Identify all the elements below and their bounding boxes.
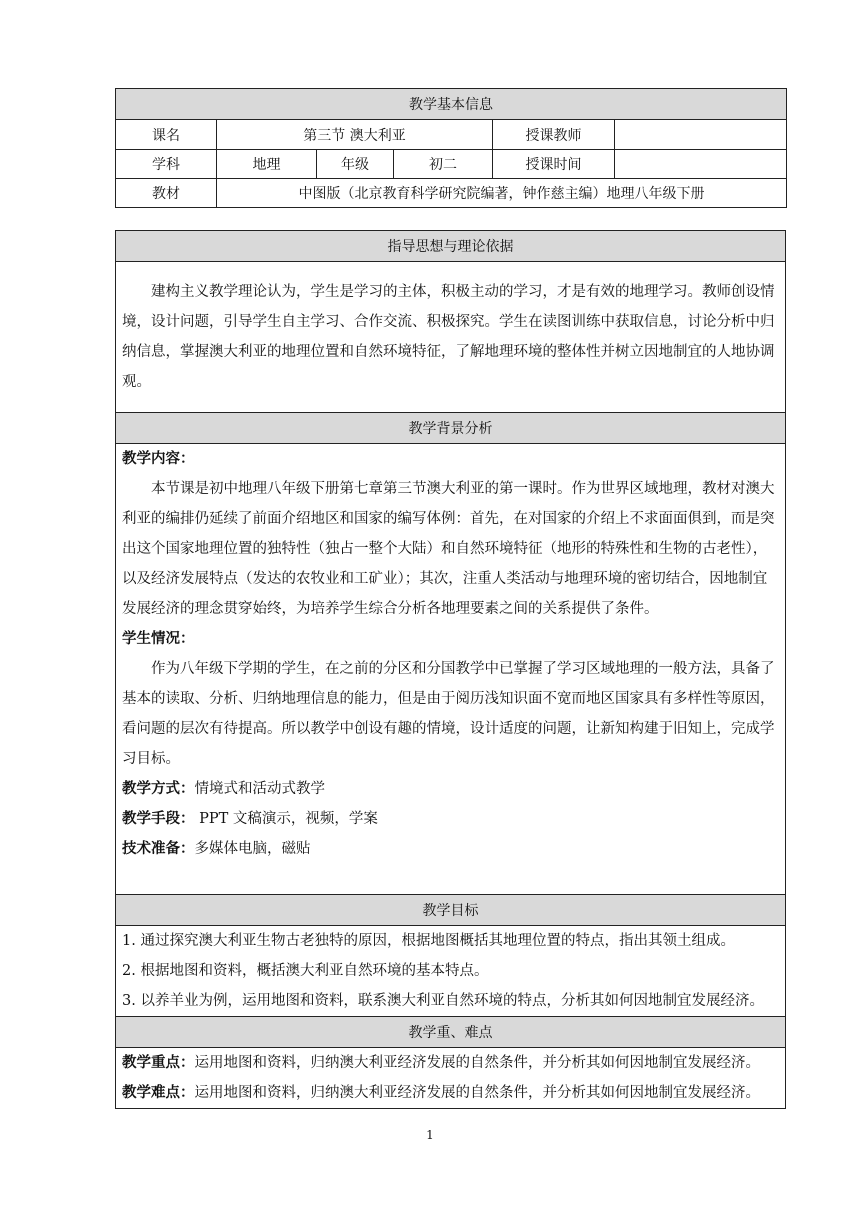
focus-label: 教学重点： xyxy=(122,1054,195,1071)
focus-row xyxy=(122,1048,779,1078)
basic-info-title: 教学基本信息 xyxy=(116,89,787,120)
objectives-title: 教学目标 xyxy=(116,895,786,926)
method-label: 教学方式： xyxy=(122,780,195,797)
difficulty-row xyxy=(122,1078,779,1108)
textbook-value: 中图版（北京教育科学研究院编著，钟作慈主编）地理八年级下册 xyxy=(217,179,787,208)
key-points-body xyxy=(116,1048,786,1109)
objectives-body xyxy=(116,926,786,1017)
guiding-text: 建构主义教学理论认为，学生是学习的主体，积极主动的学习，才是有效的地理学习。教师创设情境，设计问题，引导学生自主学习、合作交流、积极探究。学生在读图训练中获取信息，讨论分析中归纳信息，掌握澳大利亚的地理位置和自然环境特征，了解地理环境的整体性并树立因地制宜的人地协调观。 xyxy=(116,262,786,413)
student-label: 学生情况： xyxy=(122,630,195,647)
content-label: 教学内容： xyxy=(122,450,195,467)
grade-label: 年级 xyxy=(317,150,394,179)
subject-label: 学科 xyxy=(116,150,217,179)
grade-value: 初二 xyxy=(394,150,493,179)
objectives-table xyxy=(115,894,786,1109)
course-value: 第三节 澳大利亚 xyxy=(217,120,493,150)
course-label: 课名 xyxy=(116,120,217,150)
means-text: PPT 文稿演示，视频，学案 xyxy=(194,811,378,827)
time-value xyxy=(615,150,787,179)
tech-label: 技术准备： xyxy=(122,840,195,857)
difficulty-label: 教学难点： xyxy=(122,1084,195,1101)
subject-value: 地理 xyxy=(217,150,317,179)
background-title: 教学背景分析 xyxy=(116,413,786,444)
page-number: 1 xyxy=(426,1128,434,1142)
tech-text: 多媒体电脑，磁贴 xyxy=(194,841,311,857)
objective-item-3: 3. 以养羊业为例，运用地图和资料，联系澳大利亚自然环境的特点，分析其如何因地制宜发展经济。 xyxy=(122,993,764,1009)
focus-text: 运用地图和资料，归纳澳大利亚经济发展的自然条件，并分析其如何因地制宜发展经济。 xyxy=(194,1055,760,1071)
basic-info-table xyxy=(115,88,787,208)
objective-item-2: 2. 根据地图和资料，概括澳大利亚自然环境的基本特点。 xyxy=(122,963,489,979)
means-row xyxy=(122,804,779,834)
method-text: 情境式和活动式教学 xyxy=(194,781,325,797)
textbook-label: 教材 xyxy=(116,179,217,208)
tech-row xyxy=(122,834,779,864)
means-label: 教学手段： xyxy=(122,810,195,827)
objective-item-1: 1. 通过探究澳大利亚生物古老独特的原因，根据地图概括其地理位置的特点，指出其领土组成。 xyxy=(122,933,735,949)
content-text: 本节课是初中地理八年级下册第七章第三节澳大利亚的第一课时。作为世界区域地理，教材对澳大利亚的编排仍延续了前面介绍地区和国家的编写体例：首先，在对国家的介绍上不求面面俱到，而是突出这个国家地理位置的独特性（独占一整个大陆）和自然环境特征（地形的特殊性和生物的古老性），以及经济发展特点（发达的农牧业和工矿业）；其次，注重人类活动与地理环境的密切结合，因地制宜发展经济的理念贯穿始终，为培养学生综合分析各地理要素之间的关系提供了条件。 xyxy=(122,481,775,617)
difficulty-text: 运用地图和资料，归纳澳大利亚经济发展的自然条件，并分析其如何因地制宜发展经济。 xyxy=(194,1085,760,1101)
guiding-title: 指导思想与理论依据 xyxy=(116,231,786,262)
background-body xyxy=(116,444,786,895)
key-points-title: 教学重、难点 xyxy=(116,1017,786,1048)
teacher-label: 授课教师 xyxy=(493,120,615,150)
teacher-value xyxy=(615,120,787,150)
student-text: 作为八年级下学期的学生，在之前的分区和分国教学中已掌握了学习区域地理的一般方法，具备了基本的读取、分析、归纳地理信息的能力，但是由于阅历浅知识面不宽而地区国家具有多样性等原因，看问题的层次有待提高。所以教学中创设有趣的情境，设计适度的问题，让新知构建于旧知上，完成学习目标。 xyxy=(122,661,775,767)
analysis-table xyxy=(115,230,786,895)
method-row xyxy=(122,774,779,804)
time-label: 授课时间 xyxy=(493,150,615,179)
